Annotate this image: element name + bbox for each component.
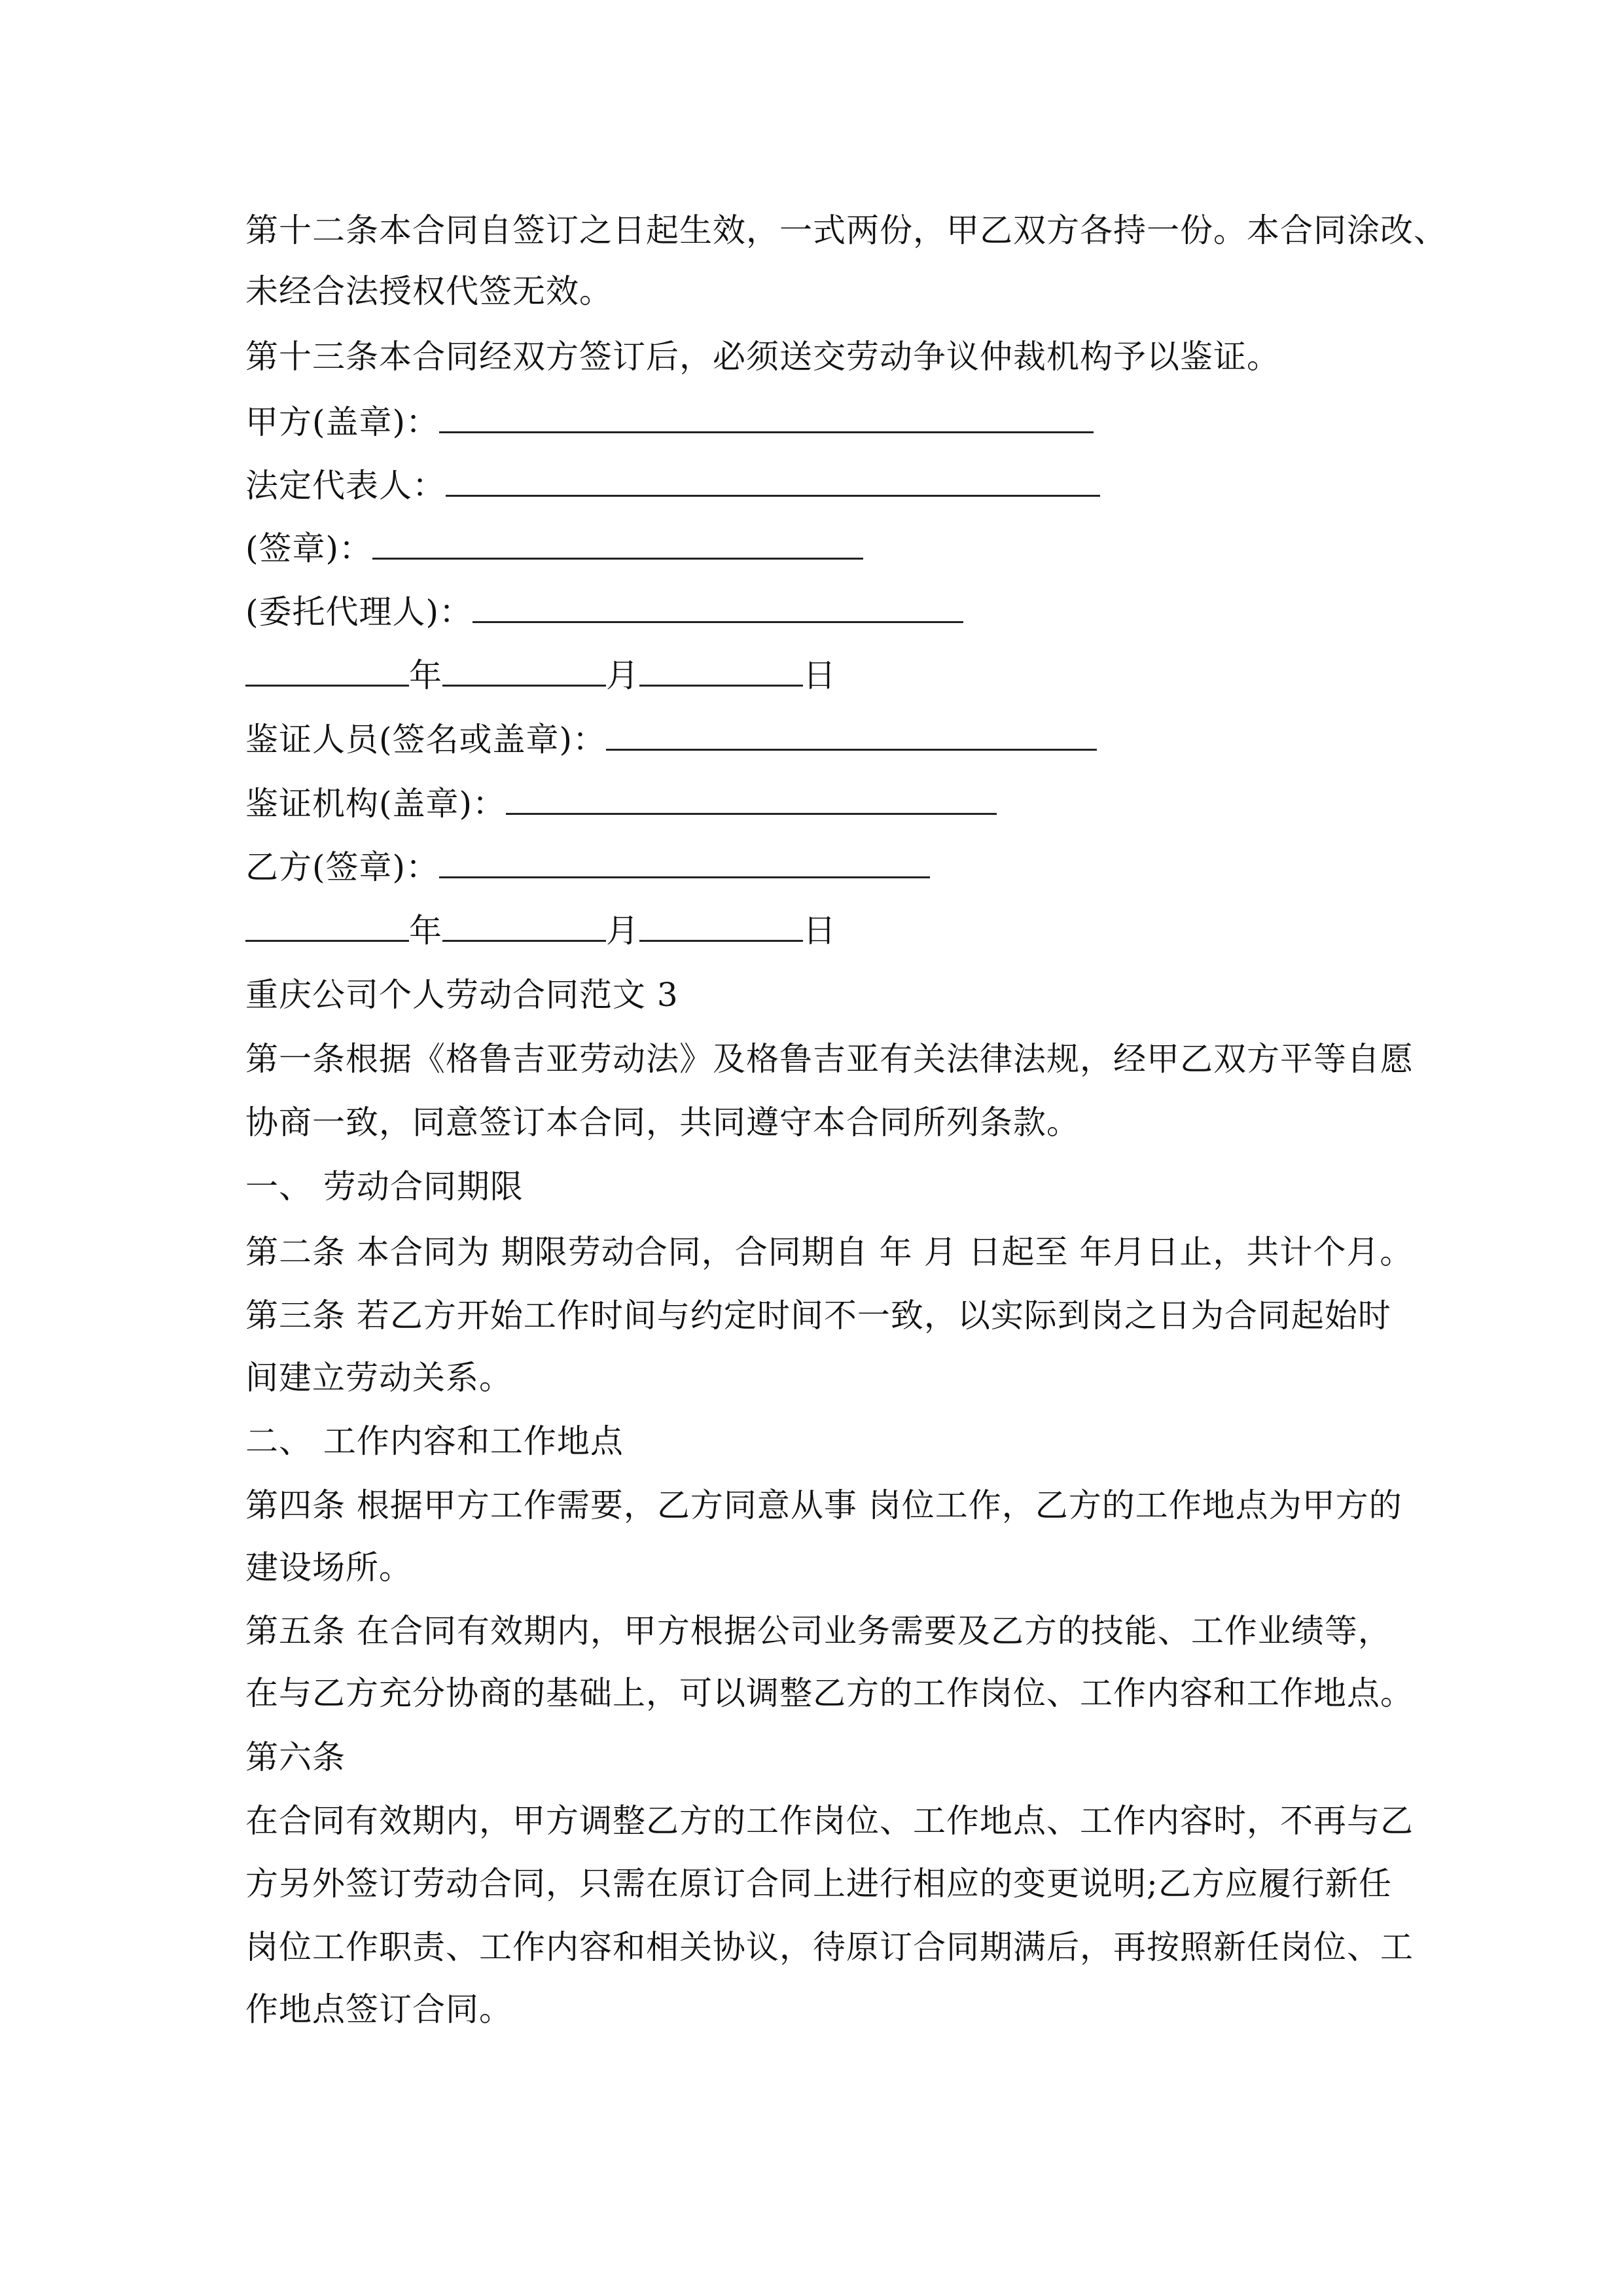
party-a-seal-row	[245, 403, 1094, 442]
article-5-line2: 在与乙方充分协商的基础上，可以调整乙方的工作岗位、工作内容和工作地点。	[245, 1674, 1414, 1712]
article-4-line2: 建设场所。	[245, 1549, 412, 1587]
article-6-line3: 岗位工作职责、工作内容和相关协议，待原订合同期满后，再按照新任岗位、工	[245, 1928, 1414, 1966]
paragraph-article-12-line2: 未经合法授权代签无效。	[245, 272, 613, 310]
verifier-label: 鉴证人员(签名或盖章)：	[245, 721, 607, 759]
day-label: 日	[803, 656, 836, 694]
day-label: 日	[803, 912, 836, 950]
verify-org-blank	[506, 784, 997, 815]
paragraph-article-13: 第十三条本合同经双方签订后，必须送交劳动争议仲裁机构予以鉴证。	[245, 338, 1280, 376]
signature-seal-blank	[372, 529, 863, 560]
signature-seal-label: (签章)：	[245, 529, 373, 567]
heading-work-content: 二、 工作内容和工作地点	[245, 1422, 624, 1460]
heading-contract-term: 一、 劳动合同期限	[245, 1168, 524, 1206]
party-b-seal-label: 乙方(签章)：	[245, 848, 440, 886]
article-5-line1: 第五条 在合同有效期内，甲方根据公司业务需要及乙方的技能、工作业绩等，	[245, 1612, 1391, 1650]
party-a-seal-label: 甲方(盖章)：	[245, 403, 440, 441]
article-3-line1: 第三条 若乙方开始工作时间与约定时间不一致，以实际到岗之日为合同起始时	[245, 1297, 1391, 1335]
verifier-row	[245, 720, 1097, 759]
article-6-line1: 在合同有效期内，甲方调整乙方的工作岗位、工作地点、工作内容时，不再与乙	[245, 1802, 1414, 1840]
paragraph-article-12-line1: 第十二条本合同自签订之日起生效，一式两份，甲乙双方各持一份。本合同涂改、	[245, 211, 1447, 249]
article-2: 第二条 本合同为 期限劳动合同，合同期自 年 月 日起至 年月日止，共计个月。	[245, 1233, 1414, 1271]
day-blank	[639, 656, 803, 687]
article-1-line2: 协商一致，同意签订本合同，共同遵守本合同所列条款。	[245, 1103, 1080, 1141]
agent-label: (委托代理人)：	[245, 593, 473, 631]
article-6-line4: 作地点签订合同。	[245, 1990, 512, 2028]
year-label: 年	[409, 656, 442, 694]
legal-rep-blank	[446, 466, 1100, 497]
section-title: 重庆公司个人劳动合同范文 3	[245, 976, 679, 1014]
article-1-line1: 第一条根据《格鲁吉亚劳动法》及格鲁吉亚有关法律法规，经甲乙双方平等自愿	[245, 1040, 1414, 1078]
article-4-line1: 第四条 根据甲方工作需要，乙方同意从事 岗位工作，乙方的工作地点为甲方的	[245, 1486, 1402, 1524]
month-blank	[442, 911, 606, 942]
legal-rep-label: 法定代表人：	[245, 467, 446, 505]
verifier-blank	[606, 720, 1097, 751]
party-b-seal-row	[245, 848, 930, 887]
year-label: 年	[409, 912, 442, 950]
month-blank	[442, 656, 606, 687]
month-label: 月	[606, 912, 639, 950]
party-b-seal-blank	[439, 848, 930, 878]
party-a-seal-blank	[439, 403, 1094, 433]
month-label: 月	[606, 656, 639, 694]
verify-org-row	[245, 784, 997, 823]
day-blank	[639, 911, 803, 942]
signature-seal-row	[245, 529, 863, 568]
year-blank	[245, 911, 409, 942]
article-6-title: 第六条	[245, 1738, 346, 1776]
agent-blank	[473, 592, 963, 623]
verify-org-label: 鉴证机构(盖章)：	[245, 785, 507, 823]
date-row-1	[245, 656, 836, 695]
article-6-line2: 方另外签订劳动合同，只需在原订合同上进行相应的变更说明;乙方应履行新任	[245, 1865, 1392, 1903]
legal-rep-row	[245, 466, 1100, 505]
agent-row	[245, 592, 963, 632]
date-row-2	[245, 911, 836, 950]
year-blank	[245, 656, 409, 687]
article-3-line2: 间建立劳动关系。	[245, 1359, 512, 1397]
